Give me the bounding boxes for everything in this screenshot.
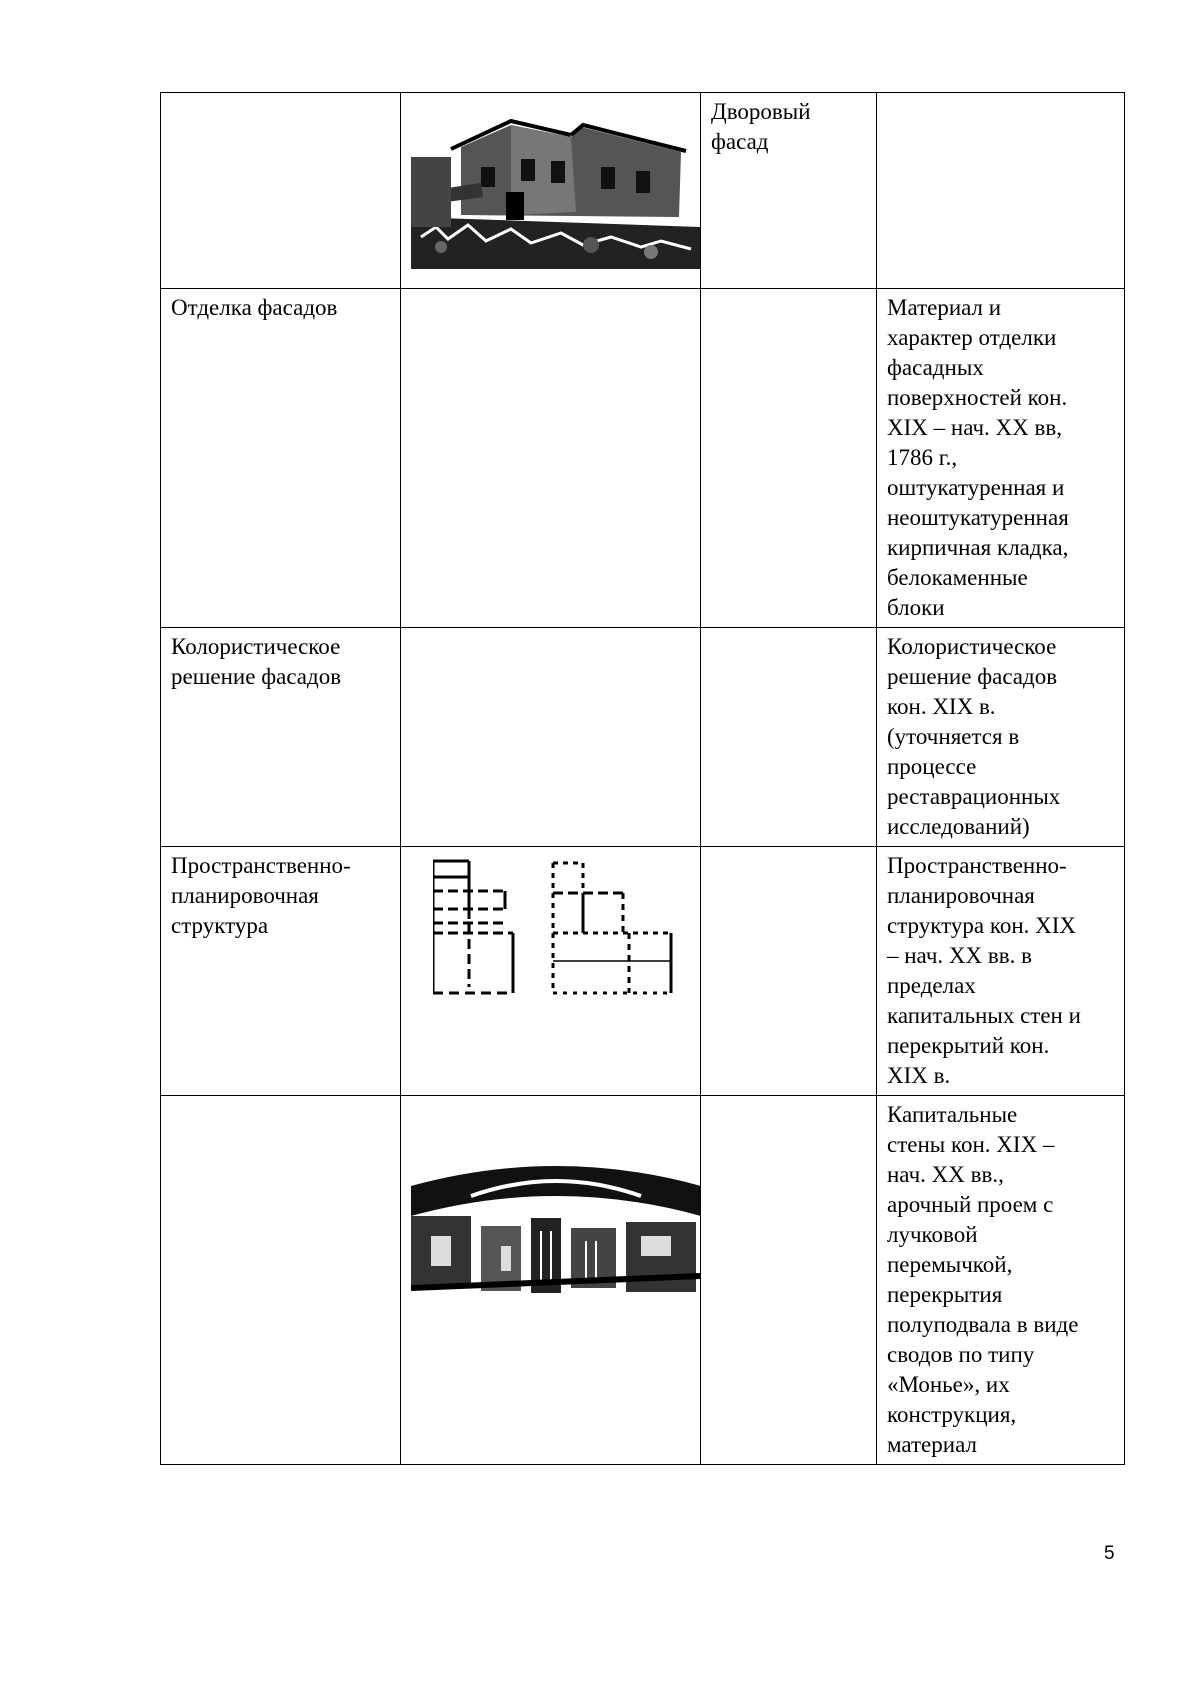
table-cell-image [401,289,701,628]
table-row [161,847,1125,1096]
table-cell-element: Отделка фасадов [161,289,401,628]
courtyard-facade-photo [411,97,701,269]
table-row [161,289,1125,628]
table-cell-element: Колористическое решение фасадов [161,628,401,847]
vaulted-interior-photo [411,1156,701,1296]
table-cell-element: Пространственно- планировочная структура [161,847,401,1096]
table-cell-label: Дворовый фасад [701,93,877,289]
table-row [161,628,1125,847]
table-row [161,93,1125,289]
page-number: 5 [1104,1543,1115,1564]
table-row [161,1096,1125,1465]
table-cell-description: Колористическое решение фасадов кон. XIX в. (уточняется в процессе реставрационных исследований) [877,628,1125,847]
table-cell-image [401,628,701,847]
table-cell-image [401,847,701,1096]
table-cell-image [401,1096,701,1465]
table-cell-label [701,289,877,628]
table-cell-description: Материал и характер отделки фасадных поверхностей кон. XIX – нач. XX вв, 1786 г., оштукатуренная и неоштукатуренная кирпичная кладка, белокаменные блоки [877,289,1125,628]
table-cell-element [161,93,401,289]
table-cell-label [701,628,877,847]
subject-of-protection-table [160,92,1125,1465]
table-cell-description [877,93,1125,289]
table-cell-image [401,93,701,289]
table-cell-label [701,847,877,1096]
floor-plan-drawing [433,857,687,1017]
table-cell-description: Пространственно- планировочная структура кон. XIX – нач. XX вв. в пределах капитальных стен и перекрытий кон. XIX в. [877,847,1125,1096]
table-cell-element [161,1096,401,1465]
table-cell-description: Капитальные стены кон. XIX – нач. XX вв., арочный проем с лучковой перемычкой, перекрытия полуподвала в виде сводов по типу «Монье», их конструкция, материал [877,1096,1125,1465]
table-cell-label [701,1096,877,1465]
